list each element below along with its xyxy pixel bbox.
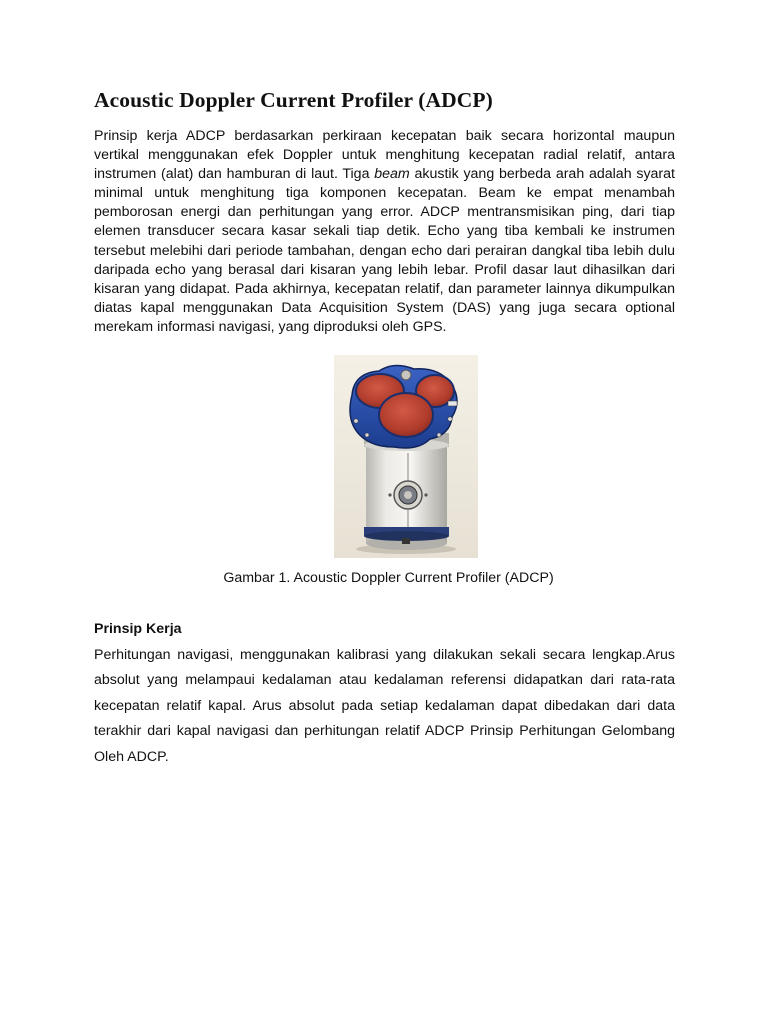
section-heading: Prinsip Kerja: [94, 621, 182, 637]
intro-paragraph-text-continued: akustik yang berbeda arah adalah syarat minimal untuk menghitung tiga komponen kecepatan. Beam ke empat menambah pemborosan energi dan perhitungan yang error. ADCP mentransmisikan ping, dari tiap elemen transducer secara kasar sekali tiap detik. Echo yang tiba kembali ke instrumen tersebut melebihi dari periode tambahan, dengan echo dari perairan dangkal tiba lebih dulu daripada echo yang berasal dari kisaran yang lebih lebar. Profil dasar laut dihasilkan dari kisaran yang didapat. Pada akhirnya, kecepatan relatif, dan parameter lainnya dikumpulkan diatas kapal menggunakan Data Acquisition System (DAS) yang juga secara optional merekam informasi navigasi, yang diproduksi oleh GPS.: [94, 166, 675, 335]
intro-paragraph-italic-term: beam: [374, 166, 410, 183]
document-title: Acoustic Doppler Current Profiler (ADCP): [94, 88, 493, 112]
figure-caption: Gambar 1. Acoustic Doppler Current Profiler (ADCP): [223, 570, 554, 586]
intro-paragraph-text: Prinsip kerja ADCP berdasarkan perkiraan kecepatan baik secara horizontal maupun vertikal menggunakan efek Doppler untuk menghitung kecepatan radial relatif, antara instrumen (alat) dan hamburan di laut. Tiga: [94, 128, 675, 183]
intro-paragraph: [94, 127, 675, 337]
adcp-instrument-photo: [334, 355, 478, 558]
document-body: [94, 86, 675, 337]
section-paragraph: Perhitungan navigasi, menggunakan kalibrasi yang dilakukan sekali secara lengkap.Arus absolut yang melampaui kedalaman atau kedalaman referensi didapatkan dari rata-rata kecepatan relatif kapal. Arus absolut pada setiap kedalaman dapat dibedakan dari data terakhir dari kapal navigasi dan perhitungan relatif ADCP Prinsip Perhitungan Gelombang Oleh ADCP.: [94, 647, 675, 765]
